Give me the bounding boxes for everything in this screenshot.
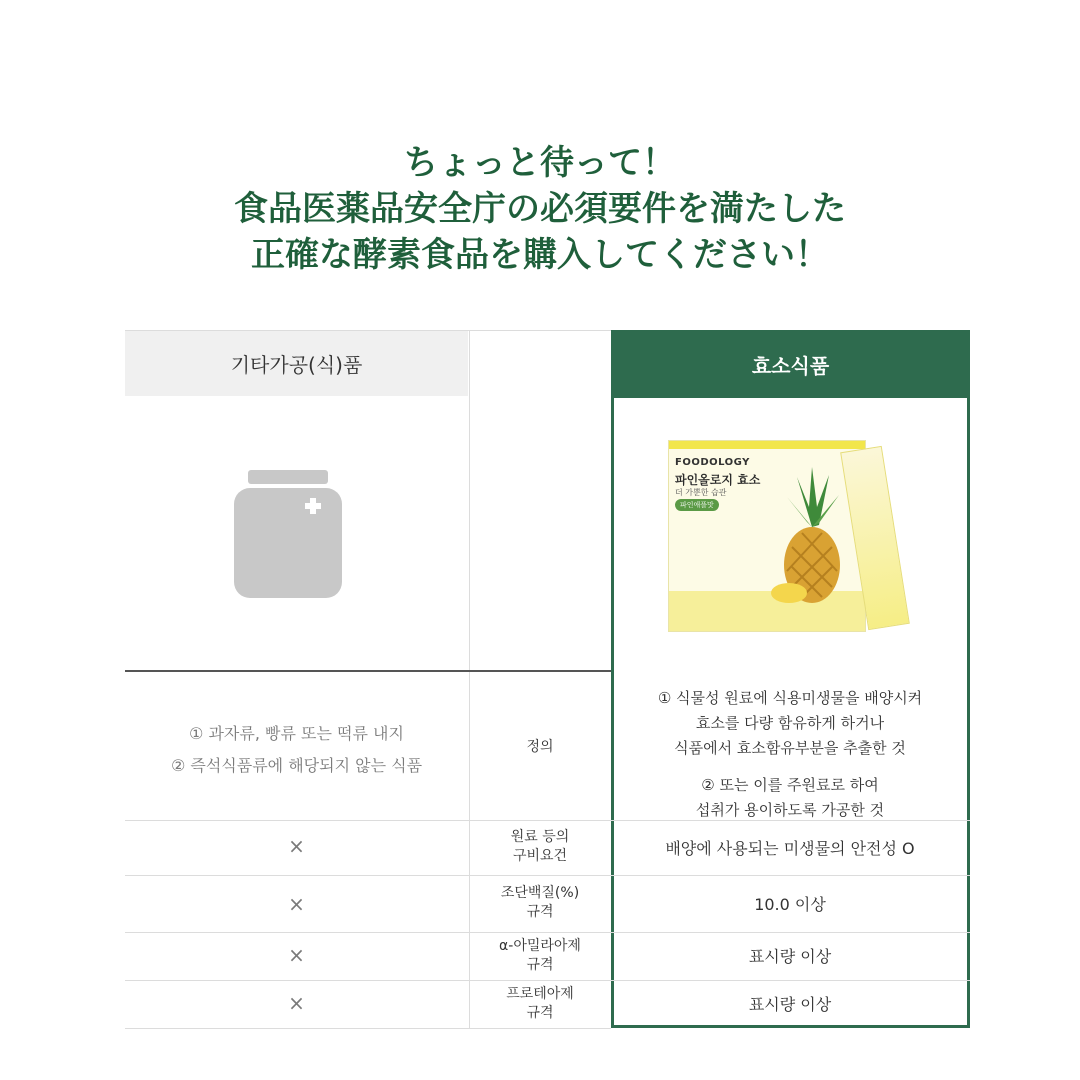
row-divider (125, 1028, 611, 1029)
right-value-protease: 표시량 이상 (748, 995, 832, 1014)
product-box (668, 440, 866, 632)
row-label-requirements: 원료 등의 구비요건 (510, 829, 570, 864)
product-subtitle: 더 가뿐한 습관 (675, 488, 727, 497)
highlight-frame (611, 330, 970, 1028)
row-divider (125, 875, 970, 876)
row-divider (125, 980, 970, 981)
row-label-definition: 정의 (526, 739, 554, 755)
jar-icon (234, 470, 342, 598)
right-value-protein: 10.0 이상 (754, 895, 826, 914)
right-definition: ① 식물성 원료에 식용미생물을 배양시켜 효소를 다량 함유하게 하거나 식품에서 효소함유부분을 추출한 것 ② 또는 이를 주원료로 하여 섭취가 용이하도록 가공한 것 (657, 689, 923, 819)
row-divider (125, 330, 611, 331)
right-column-header: 효소식품 (611, 330, 970, 398)
left-column-header: 기타가공(식)품 (125, 330, 468, 396)
row-label-protease: 프로테아제 규격 (506, 986, 574, 1021)
left-value-protease: × (288, 991, 305, 1015)
product-tag: 파인애플맛 (675, 499, 719, 511)
product-brand: FOODOLOGY (675, 457, 750, 468)
column-divider (469, 330, 470, 1028)
pineapple-icon (767, 467, 857, 607)
product-name: 파인올로지 효소 (675, 473, 761, 487)
product-image (668, 438, 908, 634)
headline-line-2: 食品医薬品安全庁の必須要件を満たした (234, 189, 846, 229)
row-label-amylase: α-아밀라아제 규격 (499, 938, 581, 973)
left-value-requirements: × (288, 834, 305, 858)
row-divider (125, 932, 970, 933)
row-label-protein: 조단백질(%) 규격 (500, 885, 580, 920)
row-divider (125, 670, 611, 672)
right-value-requirements: 배양에 사용되는 미생물의 안전성 O (665, 839, 915, 858)
left-value-protein: × (288, 892, 305, 916)
headline-line-3: 正確な酵素食品を購入してください！ (251, 235, 829, 275)
left-value-amylase: × (288, 943, 305, 967)
headline-line-1: ちょっと待って！ (404, 143, 676, 183)
left-definition: ① 과자류, 빵류 또는 떡류 내지 ② 즉석식품류에 해당되지 않는 식품 (170, 724, 423, 775)
right-value-amylase: 표시량 이상 (748, 947, 832, 966)
